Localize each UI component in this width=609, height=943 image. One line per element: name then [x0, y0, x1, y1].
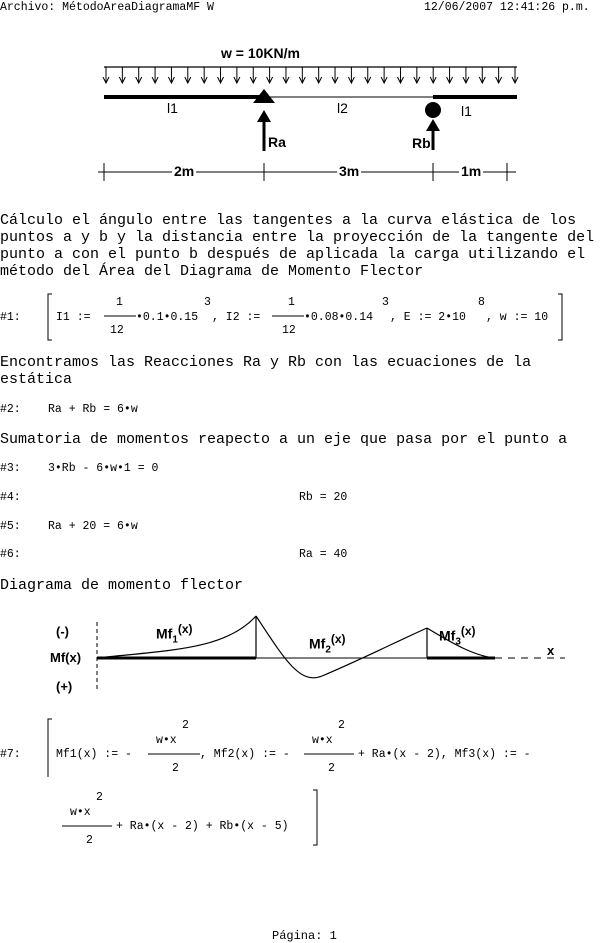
segment-right-label: l1	[461, 103, 472, 119]
mf-axis-label: Mf(x)	[50, 650, 82, 665]
eq7-frac2-den: 2	[328, 762, 335, 775]
eq7-frac2-num: w•x	[312, 734, 333, 747]
eq5-expr: Ra + 20 = 6•w	[48, 520, 138, 533]
intro-paragraph: Cálculo el ángulo entre las tangentes a la curva elástica de los puntos a y b y la distancia entre la proyección de la tangente del punto a con el punto b después de aplicada la carga utilizando el método del Área del Diagrama de Momento Flector	[0, 212, 595, 280]
eq7-frac1-den: 2	[172, 762, 179, 775]
eq7-label: #7:	[0, 748, 21, 761]
eq1-frac1-den: 12	[110, 324, 124, 337]
reaction-b-label: Rb	[412, 135, 431, 151]
eq1-i1-body: •0.1•0.15	[136, 311, 199, 324]
eq1-i2-body: •0.08•0.14	[304, 311, 374, 324]
eq7-mf3-tail: + Ra•(x - 2) + Rb•(x - 5)	[116, 820, 289, 833]
eq3-label: #3:	[0, 462, 21, 475]
eq1-exp3-a: 3	[204, 296, 211, 309]
eq1-exp8: 8	[478, 296, 485, 309]
print-datetime: 12/06/2007 12:41:26 p.m.	[424, 1, 590, 14]
eq1-i1-lhs: I1 :=	[56, 311, 91, 324]
eq5-label: #5:	[0, 520, 21, 533]
load-label: w = 10KN/m	[221, 45, 300, 61]
eq1-label: #1:	[0, 311, 21, 324]
eq1-exp3-b: 3	[382, 296, 389, 309]
segment-left-label: l1	[167, 100, 178, 116]
mf1-label: $Mf_1^{(x)}$	[156, 622, 193, 646]
mf3-label: $Mf_3^{(x)}$	[439, 624, 476, 648]
eq1-frac1-num: 1	[116, 296, 123, 309]
diagram-title: Diagrama de momento flector	[0, 577, 244, 594]
eq7-frac3-num: w•x	[70, 806, 91, 819]
negative-sign-label: (-)	[56, 624, 69, 639]
reactions-paragraph: Encontramos las Reacciones Ra y Rb con las ecuaciones de la estática	[0, 354, 532, 388]
eq7-mf2-lhs: , Mf2(x) := -	[200, 748, 290, 761]
eq7-exp2-a: 2	[182, 719, 189, 732]
positive-sign-label: (+)	[56, 679, 73, 694]
page-number: Página: 1	[272, 929, 337, 943]
mf2-label: $Mf_2^{(x)}$	[309, 632, 346, 656]
moments-paragraph: Sumatoria de momentos reapecto a un eje que pasa por el punto a	[0, 431, 568, 448]
dimension-2-label: 3m	[339, 163, 360, 179]
eq6-label: #6:	[0, 548, 21, 561]
file-name: Archivo: MétodoAreaDiagramaMF W	[0, 1, 214, 14]
dimension-3-label: 1m	[461, 163, 482, 179]
reaction-a-label: Ra	[268, 134, 286, 150]
dimension-1-label: 2m	[174, 163, 195, 179]
segment-mid-label: l2	[337, 100, 348, 116]
eq1-frac2-den: 12	[282, 324, 296, 337]
eq3-expr: 3•Rb - 6•w•1 = 0	[48, 462, 159, 475]
eq7-exp2-b: 2	[338, 719, 345, 732]
eq7-exp2-c: 2	[96, 791, 103, 804]
eq1-sep2: , E := 2•10	[390, 311, 466, 324]
eq1-sep3: , w := 10	[486, 311, 549, 324]
eq2-expr: Ra + Rb = 6•w	[48, 403, 138, 416]
eq1-sep1: , I2 :=	[212, 311, 261, 324]
eq4-expr: Rb = 20	[299, 491, 348, 504]
eq7-mf1-lhs: Mf1(x) := -	[56, 748, 132, 761]
eq7-frac1-num: w•x	[156, 734, 177, 747]
eq6-expr: Ra = 40	[299, 548, 348, 561]
eq1-frac2-num: 1	[288, 296, 295, 309]
eq2-label: #2:	[0, 403, 21, 416]
eq7-frac3-den: 2	[86, 834, 93, 847]
eq4-label: #4:	[0, 491, 21, 504]
x-axis-label: x	[547, 643, 555, 658]
eq7-mf2-tail: + Ra•(x - 2), Mf3(x) := -	[358, 748, 531, 761]
